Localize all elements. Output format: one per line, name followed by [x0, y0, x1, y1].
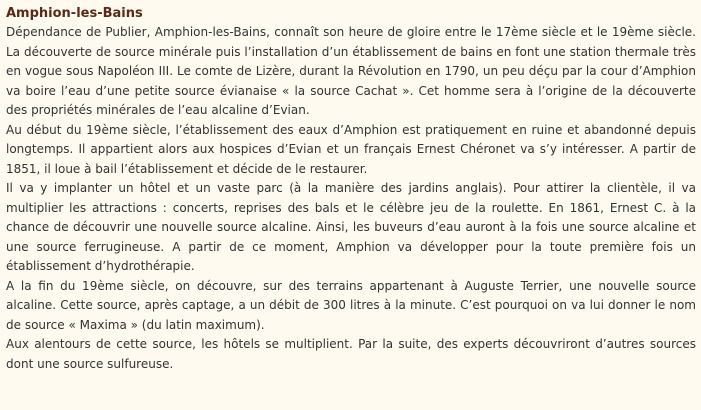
- paragraph-maxima-source: A la fin du 19ème siècle, on découvre, sur des terrains appartenant à Auguste Terrier, une nouvelle source alcaline. Cette source, après captage, a un débit de 300 litres à la minute. C’est pourquoi on va lui donner le nom de source « Maxima » (du latin maximum).: [6, 278, 696, 332]
- paragraph-19th-century: Au début du 19ème siècle, l’établissement des eaux d’Amphion est pratiquement en ruine et abandonné depuis longtemps. Il appartient alors aux hospices d’Evian et un français Ernest Chéronet va s’y intéresser. A partir de 1851, il loue à bail l’établissement et décide de le restaurer.: [6, 122, 696, 176]
- paragraph-other-sources: Aux alentours de cette source, les hôtels se multiplient. Par la suite, des experts découvriront d’autres sources dont une source sulfureuse.: [6, 337, 696, 371]
- article-title: Amphion-les-Bains: [6, 6, 143, 21]
- paragraph-hotel-park: Il va y implanter un hôtel et un vaste parc (à la manière des jardins anglais). Pour attirer la clientèle, il va multiplier les attractions : concerts, reprises des bals et le célèbre jeu de la roulette. En 1861, Ernest C. à la chance de découvrir une nouvelle source alcaline. Ainsi, les buveurs d’eau auront à la fois une source alcaline et une source ferrugineuse. A partir de ce moment, Amphion va développer pour la toute première fois un établissement d’hydrothérapie.: [6, 181, 696, 273]
- paragraph-history: Dépendance de Publier, Amphion-les-Bains, connaît son heure de gloire entre le 17ème siècle et le 19ème siècle. La découverte de source minérale puis l’installation d’un établissement de bains en font une station thermale très en vogue sous Napoléon III. Le comte de Lizère, durant la Révolution en 1790, un peu déçu par la cour d’Amphion va boire l’eau d’une petite source évianaise « la source Cachat ». Cet homme sera à l’origine de la découverte des propriétés minérales de l’eau alcaline d’Evian.: [6, 25, 696, 117]
